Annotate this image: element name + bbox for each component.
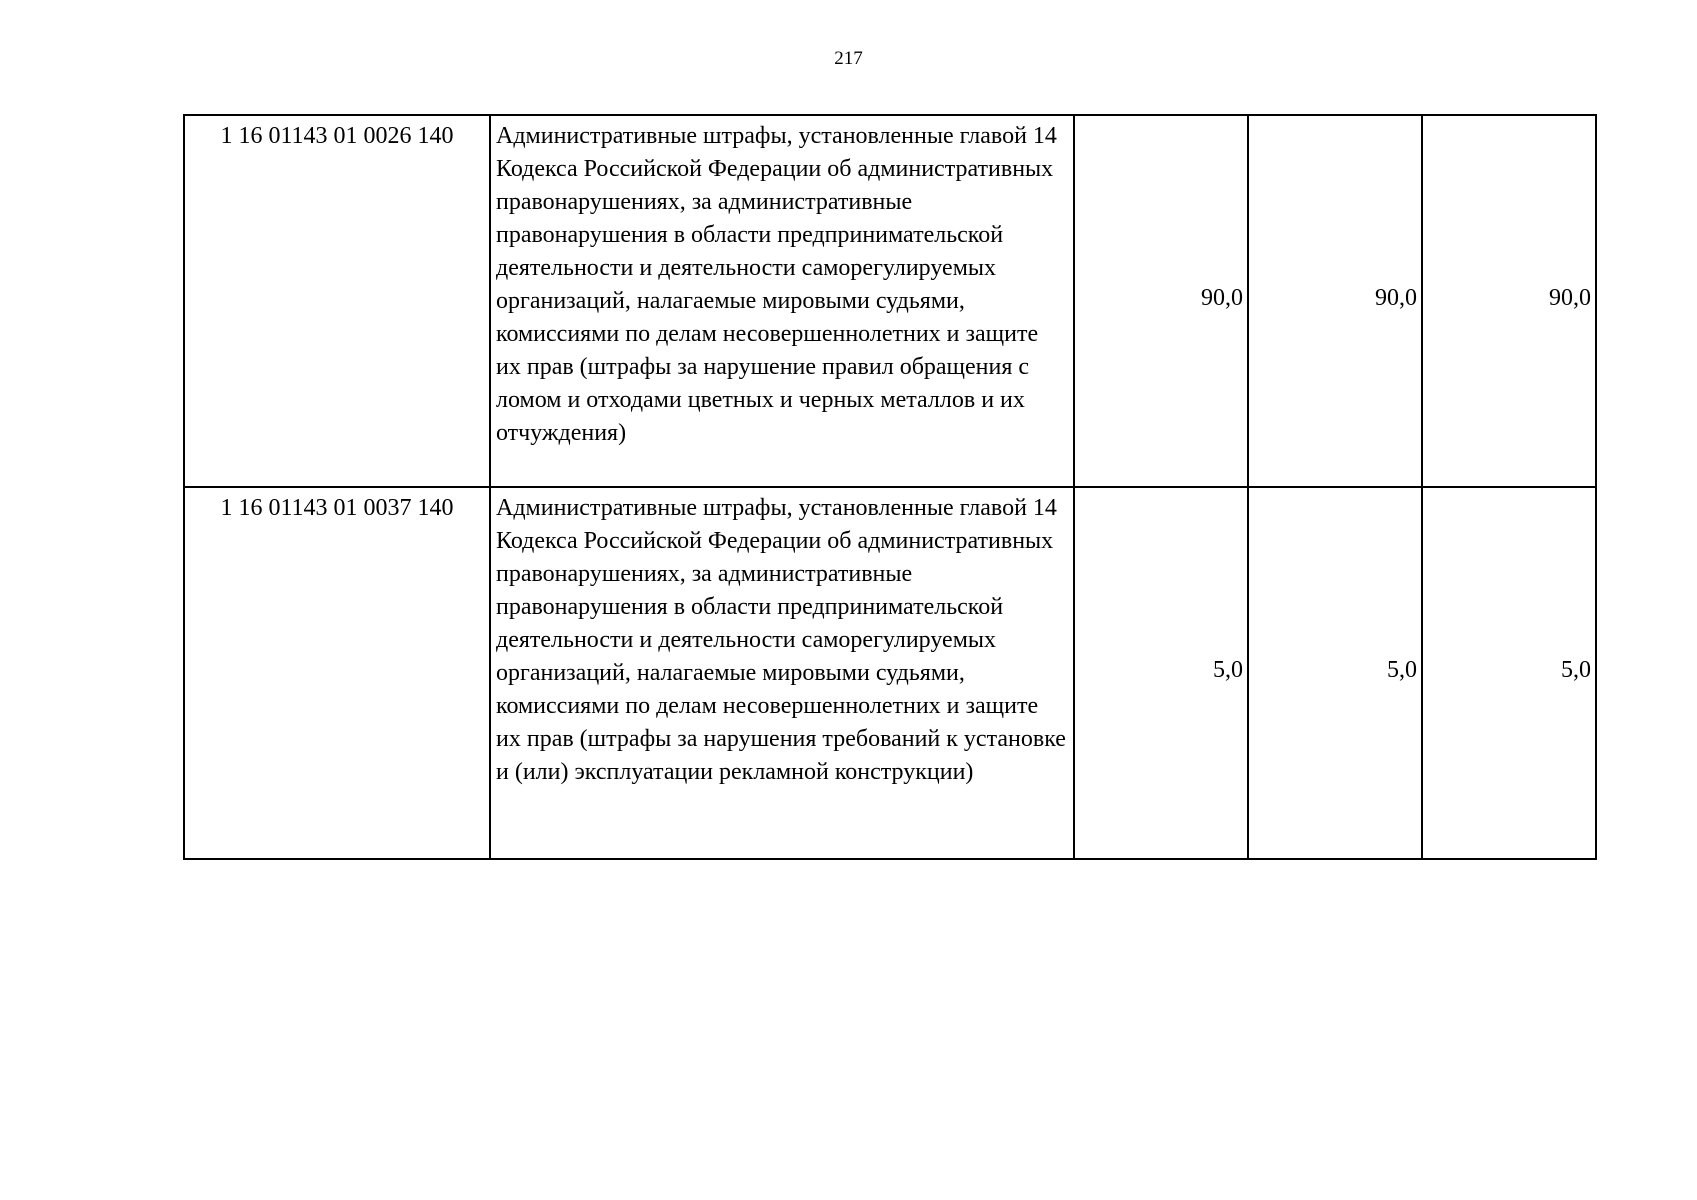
budget-code-cell: 1 16 01143 01 0026 140: [184, 115, 490, 487]
table-row: [184, 487, 1596, 859]
budget-code-cell: 1 16 01143 01 0037 140: [184, 487, 490, 859]
value-cell-year-2: 5,0: [1248, 487, 1422, 859]
value-cell-year-3: 5,0: [1422, 487, 1596, 859]
page-number: 217: [834, 48, 863, 69]
table-row: [184, 115, 1596, 487]
description-cell: Административные штрафы, установленные главой 14 Кодекса Российской Федерации об административных правонарушениях, за административные правонарушения в области предпринимательской деятельности и деятельности саморегулируемых организаций, налагаемые мировыми судьями, комиссиями по делам несовершеннолетних и защите их прав (штрафы за нарушения требований к установке и (или) эксплуатации рекламной конструкции): [490, 487, 1074, 859]
description-cell: Административные штрафы, установленные главой 14 Кодекса Российской Федерации об административных правонарушениях, за административные правонарушения в области предпринимательской деятельности и деятельности саморегулируемых организаций, налагаемые мировыми судьями, комиссиями по делам несовершеннолетних и защите их прав (штрафы за нарушение правил обращения с ломом и отходами цветных и черных металлов и их отчуждения): [490, 115, 1074, 487]
value-cell-year-2: 90,0: [1248, 115, 1422, 487]
budget-table: [183, 114, 1597, 860]
value-cell-year-3: 90,0: [1422, 115, 1596, 487]
value-cell-year-1: 5,0: [1074, 487, 1248, 859]
value-cell-year-1: 90,0: [1074, 115, 1248, 487]
